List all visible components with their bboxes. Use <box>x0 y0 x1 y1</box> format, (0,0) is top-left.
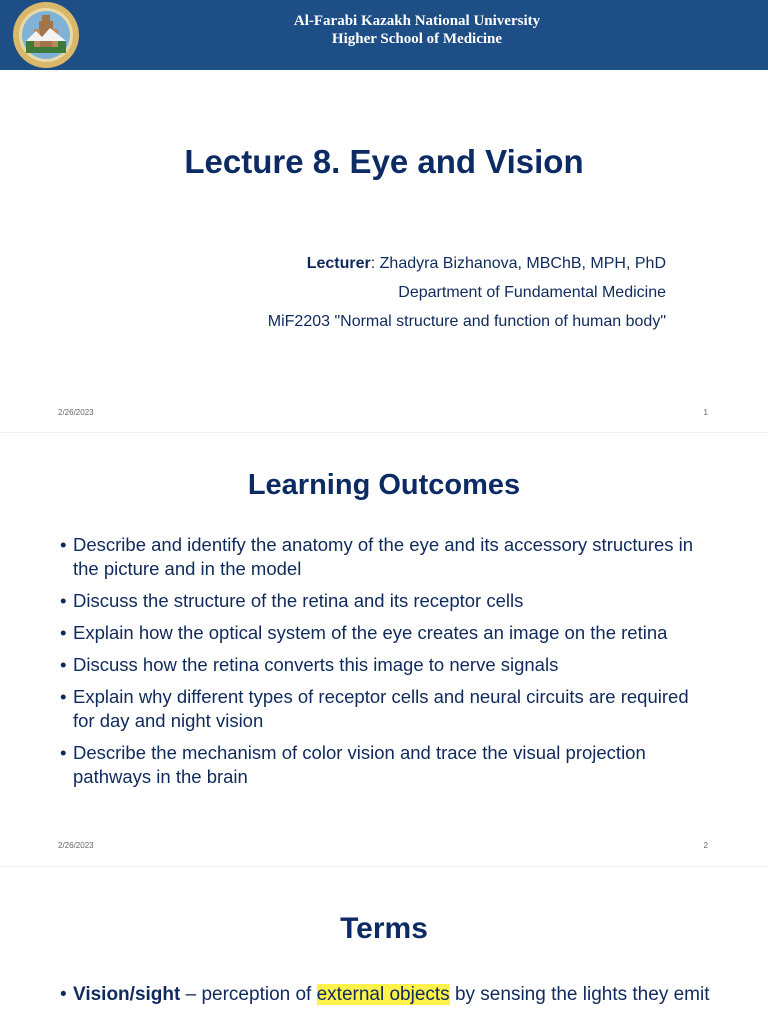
department: Department of Fundamental Medicine <box>398 284 666 301</box>
term-highlight: external objects <box>316 984 450 1005</box>
list-item: • Discuss how the retina converts this image to nerve signals <box>60 653 710 677</box>
university-logo <box>12 1 80 69</box>
lecturer-info <box>268 249 666 336</box>
slide-number: 2 <box>703 841 708 850</box>
lecturer-line <box>268 249 666 278</box>
outcomes-list <box>60 533 710 797</box>
course: MiF2203 "Normal structure and function of human body" <box>267 313 666 330</box>
slide-number: 1 <box>703 408 708 417</box>
term-item <box>60 983 723 1007</box>
lecturer-name: : Zhadyra Bizhanova, MBChB, MPH, PhD <box>370 255 666 272</box>
list-item: • Explain how the optical system of the eye creates an image on the retina <box>60 621 710 645</box>
list-item: • Discuss the structure of the retina and its receptor cells <box>60 589 710 613</box>
slide-date: 2/26/2023 <box>58 841 94 850</box>
school-name: Higher School of Medicine <box>331 31 503 47</box>
slide-1 <box>0 0 768 432</box>
slide-3 <box>0 867 768 1024</box>
slide-date: 2/26/2023 <box>58 408 94 417</box>
term-rest: by sensing the lights they emit <box>449 984 710 1005</box>
term-dash: – perception of <box>180 984 317 1005</box>
header-bar <box>0 0 768 70</box>
list-item: • Explain why different types of receptor cells and neural circuits are required for day and night vision <box>60 685 710 733</box>
list-item: • Describe and identify the anatomy of the eye and its accessory structures in the picture and in the model <box>60 533 710 581</box>
lecturer-label: Lecturer <box>306 255 371 272</box>
university-title <box>170 12 664 48</box>
list-item: • Describe the mechanism of color vision and trace the visual projection pathways in the brain <box>60 741 710 789</box>
lecture-title: Lecture 8. Eye and Vision <box>184 143 584 180</box>
term-label: Vision/sight <box>73 984 181 1005</box>
slide-2 <box>0 433 768 866</box>
outcomes-title: Learning Outcomes <box>247 469 521 501</box>
terms-title: Terms <box>340 912 428 945</box>
university-name: Al-Farabi Kazakh National University <box>293 13 541 29</box>
